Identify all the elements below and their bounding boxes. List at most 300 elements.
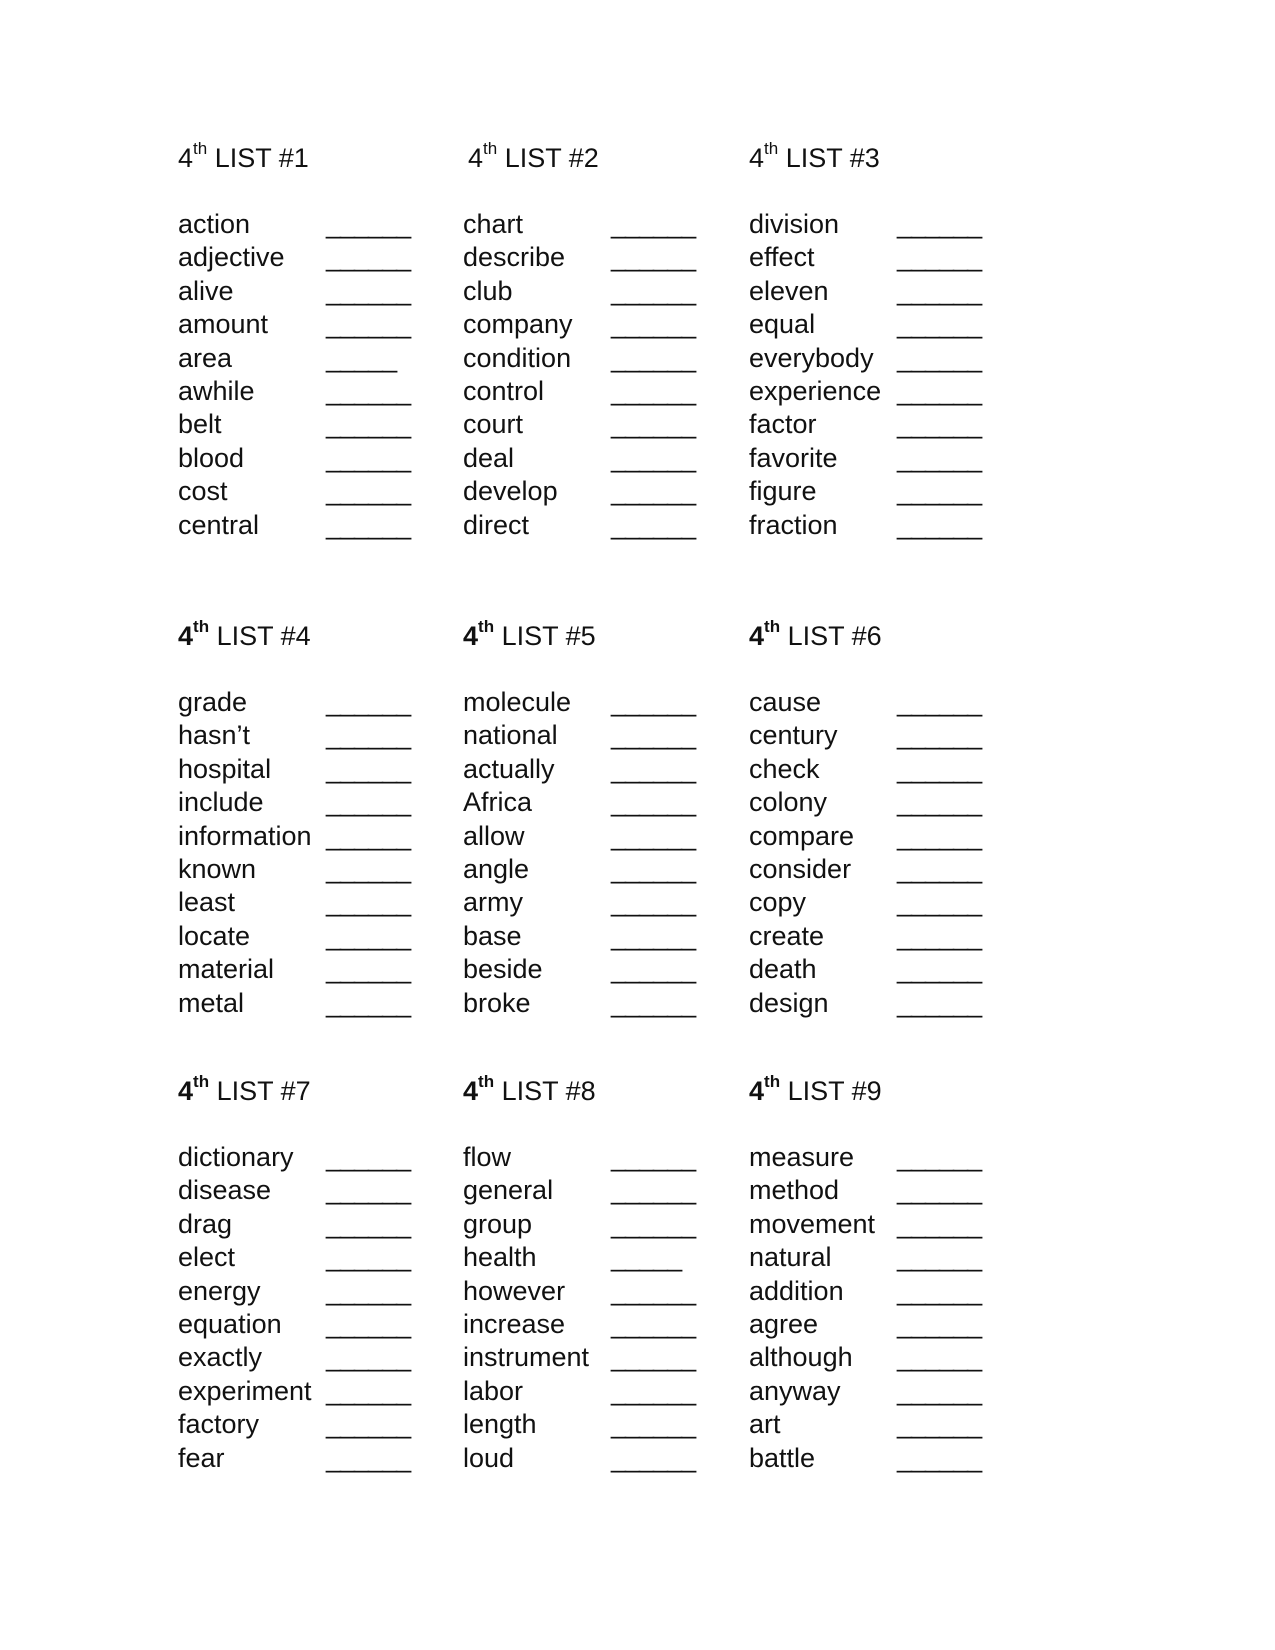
word-row [463, 208, 708, 241]
word-row [749, 719, 989, 752]
word-row [749, 408, 989, 441]
word-row [178, 241, 418, 274]
answer-blank: ______ [611, 853, 696, 884]
answer-blank: ______ [326, 1308, 411, 1339]
answer-blank: ______ [897, 1375, 982, 1406]
word-row [463, 375, 708, 408]
word-text: flow [463, 1142, 512, 1172]
word-row [749, 275, 989, 308]
word-row [749, 1241, 989, 1274]
answer-blank: ______ [326, 442, 411, 473]
word-text: Africa [463, 787, 533, 818]
answer-blank: ______ [326, 1242, 411, 1273]
word-text: create [749, 920, 825, 951]
answer-blank: ______ [611, 1342, 696, 1373]
answer-blank: ______ [326, 409, 411, 440]
word-text: company [463, 309, 573, 340]
word-text: however [463, 1275, 566, 1306]
list-title: LIST #5 [501, 621, 596, 651]
answer-blank: ______ [897, 1242, 982, 1273]
word-text: division [749, 209, 840, 239]
word-row [749, 753, 989, 786]
answer-blank: ______ [897, 753, 982, 784]
list-4 [178, 617, 418, 1020]
word-row [749, 1341, 989, 1374]
answer-blank: ______ [326, 1275, 411, 1306]
answer-blank: ______ [611, 887, 696, 918]
word-text: anyway [749, 1375, 841, 1406]
answer-blank: ______ [897, 954, 982, 985]
answer-blank: ______ [326, 1175, 411, 1206]
answer-blank: ______ [897, 987, 982, 1018]
word-text: national [463, 720, 558, 751]
list-heading [463, 1072, 703, 1107]
word-row [463, 475, 708, 508]
word-text: amount [178, 309, 269, 340]
list-grade: 4 [463, 621, 479, 651]
word-text: method [749, 1175, 840, 1206]
word-text: blood [178, 442, 245, 473]
word-list [749, 1141, 989, 1475]
list-grade: 4 [749, 621, 765, 651]
word-row [178, 953, 418, 986]
list-heading [749, 1072, 989, 1107]
word-row [463, 408, 708, 441]
list-grade: 4 [749, 1076, 765, 1106]
word-row [749, 1174, 989, 1207]
word-row [749, 342, 989, 375]
word-text: experience [749, 375, 882, 406]
word-text: battle [749, 1442, 816, 1473]
word-text: broke [463, 987, 531, 1018]
word-text: cost [178, 476, 228, 507]
answer-blank: ______ [611, 342, 696, 373]
list-title: LIST #2 [504, 143, 599, 173]
word-row [463, 1141, 703, 1174]
word-row [463, 886, 703, 919]
list-heading [749, 617, 989, 652]
word-text: fraction [749, 509, 838, 540]
word-row [178, 509, 418, 542]
word-list [178, 208, 418, 542]
word-row [463, 1241, 703, 1274]
word-row [463, 953, 703, 986]
word-row [749, 442, 989, 475]
word-row [178, 1442, 418, 1475]
answer-blank: ______ [326, 1409, 411, 1440]
list-2 [463, 139, 708, 542]
list-title: LIST #4 [216, 621, 311, 651]
word-text: belt [178, 409, 222, 440]
list-grade-suffix: th [483, 139, 498, 158]
word-text: develop [463, 476, 558, 507]
answer-blank: ______ [897, 687, 982, 717]
list-grade: 4 [178, 621, 194, 651]
list-grade: 4 [468, 143, 484, 173]
answer-blank: ______ [326, 1342, 411, 1373]
word-list [178, 686, 418, 1020]
word-text: drag [178, 1208, 233, 1239]
list-heading [178, 1072, 418, 1107]
word-row [178, 686, 418, 719]
word-text: hasn’t [178, 720, 251, 751]
list-title: LIST #1 [214, 143, 309, 173]
answer-blank: ______ [897, 275, 982, 306]
answer-blank: ______ [897, 209, 982, 239]
list-6 [749, 617, 989, 1020]
answer-blank: ______ [897, 1442, 982, 1473]
word-text: equation [178, 1308, 282, 1339]
word-row [178, 886, 418, 919]
list-heading [178, 617, 418, 652]
list-grade-suffix: th [764, 139, 779, 158]
answer-blank: ______ [897, 887, 982, 918]
answer-blank: ______ [611, 1409, 696, 1440]
word-text: direct [463, 509, 530, 540]
answer-blank: ______ [611, 1442, 696, 1473]
answer-blank: ______ [326, 476, 411, 507]
word-text: molecule [463, 687, 572, 717]
answer-blank: ______ [611, 820, 696, 851]
word-text: club [463, 275, 513, 306]
list-grade-suffix: th [478, 1072, 495, 1091]
word-text: copy [749, 887, 807, 918]
word-row [463, 1408, 703, 1441]
answer-blank: ______ [611, 1275, 696, 1306]
word-text: disease [178, 1175, 272, 1206]
answer-blank: ______ [897, 476, 982, 507]
answer-blank: ______ [326, 509, 411, 540]
list-grade: 4 [178, 143, 194, 173]
word-text: army [463, 887, 523, 918]
list-grade-suffix: th [478, 617, 495, 636]
word-row [749, 1408, 989, 1441]
word-text: agree [749, 1308, 819, 1339]
word-text: colony [749, 787, 828, 818]
list-title: LIST #6 [787, 621, 882, 651]
list-grade-suffix: th [193, 139, 208, 158]
list-grade: 4 [463, 1076, 479, 1106]
answer-blank: ______ [326, 687, 411, 717]
word-row [749, 686, 989, 719]
word-text: include [178, 787, 264, 818]
word-row [749, 509, 989, 542]
word-row [178, 1241, 418, 1274]
answer-blank: ______ [897, 920, 982, 951]
word-row [178, 1408, 418, 1441]
word-text: addition [749, 1275, 844, 1306]
word-text: general [463, 1175, 554, 1206]
answer-blank: ______ [611, 954, 696, 985]
answer-blank: ______ [611, 275, 696, 306]
answer-blank: ______ [897, 375, 982, 406]
list-7 [178, 1072, 418, 1475]
answer-blank: ______ [611, 509, 696, 540]
answer-blank: ______ [611, 209, 696, 239]
list-grade-suffix: th [193, 1072, 210, 1091]
answer-blank: ______ [897, 1308, 982, 1339]
word-row [178, 1174, 418, 1207]
answer-blank: ______ [611, 309, 696, 340]
word-text: labor [463, 1375, 524, 1406]
answer-blank: ______ [897, 787, 982, 818]
word-text: chart [463, 209, 524, 239]
word-row [178, 987, 418, 1020]
word-row [749, 853, 989, 886]
word-text: information [178, 820, 312, 851]
list-grade-suffix: th [193, 617, 210, 636]
answer-blank: ______ [326, 720, 411, 751]
word-row [463, 753, 703, 786]
answer-blank: ______ [611, 987, 696, 1018]
answer-blank: ______ [897, 409, 982, 440]
answer-blank: ______ [897, 1142, 982, 1172]
answer-blank: ______ [897, 1275, 982, 1306]
word-row [749, 308, 989, 341]
list-5 [463, 617, 703, 1020]
list-9 [749, 1072, 989, 1475]
word-row [178, 719, 418, 752]
word-row [178, 1208, 418, 1241]
answer-blank: ______ [897, 1342, 982, 1373]
word-text: fear [178, 1442, 225, 1473]
word-row [463, 442, 708, 475]
word-text: control [463, 375, 545, 406]
answer-blank: ______ [326, 920, 411, 951]
list-1 [178, 139, 418, 542]
list-grade-suffix: th [764, 617, 781, 636]
word-text: alive [178, 275, 234, 306]
answer-blank: ______ [611, 753, 696, 784]
word-row [749, 208, 989, 241]
word-text: deal [463, 442, 515, 473]
list-grade: 4 [178, 1076, 194, 1106]
answer-blank: ______ [897, 720, 982, 751]
word-row [749, 820, 989, 853]
word-text: court [463, 409, 524, 440]
word-row [178, 1308, 418, 1341]
word-row [463, 275, 708, 308]
answer-blank: ______ [897, 820, 982, 851]
word-text: loud [463, 1442, 515, 1473]
word-row [178, 375, 418, 408]
word-row [463, 1308, 703, 1341]
answer-blank: ______ [611, 687, 696, 717]
word-text: health [463, 1242, 537, 1273]
word-list [463, 208, 708, 542]
answer-blank: ______ [326, 853, 411, 884]
answer-blank: ______ [326, 309, 411, 340]
word-text: design [749, 987, 829, 1018]
word-row [178, 208, 418, 241]
word-row [178, 1141, 418, 1174]
word-text: favorite [749, 442, 838, 473]
answer-blank: ______ [326, 1142, 411, 1172]
list-heading [468, 139, 708, 174]
word-text: eleven [749, 275, 829, 306]
word-row [463, 308, 708, 341]
word-text: experiment [178, 1375, 312, 1406]
answer-blank: ______ [326, 753, 411, 784]
answer-blank: ______ [897, 309, 982, 340]
answer-blank: ______ [897, 442, 982, 473]
word-row [463, 1275, 703, 1308]
list-grade: 4 [749, 143, 765, 173]
word-text: adjective [178, 242, 285, 273]
word-row [463, 509, 708, 542]
word-text: effect [749, 242, 815, 273]
word-row [178, 853, 418, 886]
word-text: although [749, 1342, 853, 1373]
answer-blank: ______ [326, 1375, 411, 1406]
word-text: beside [463, 954, 543, 985]
word-list [178, 1141, 418, 1475]
answer-blank: ______ [326, 987, 411, 1018]
word-row [749, 1308, 989, 1341]
answer-blank: ______ [611, 1308, 696, 1339]
word-row [749, 786, 989, 819]
answer-blank: ______ [611, 1375, 696, 1406]
list-8 [463, 1072, 703, 1475]
word-list [463, 1141, 703, 1475]
word-text: dictionary [178, 1142, 294, 1172]
word-row [463, 1375, 703, 1408]
word-text: death [749, 954, 817, 985]
word-row [463, 1341, 703, 1374]
word-text: angle [463, 853, 530, 884]
word-text: check [749, 753, 820, 784]
word-text: consider [749, 853, 852, 884]
word-text: group [463, 1208, 533, 1239]
word-row [463, 719, 703, 752]
word-row [749, 1275, 989, 1308]
word-row [178, 1375, 418, 1408]
word-text: condition [463, 342, 572, 373]
word-row [749, 1375, 989, 1408]
answer-blank: ______ [611, 1208, 696, 1239]
answer-blank: ______ [326, 1442, 411, 1473]
word-text: central [178, 509, 260, 540]
answer-blank: ______ [897, 1175, 982, 1206]
word-row [749, 920, 989, 953]
list-heading [178, 139, 418, 174]
answer-blank: ______ [611, 242, 696, 273]
list-title: LIST #8 [501, 1076, 596, 1106]
answer-blank: ______ [611, 1175, 696, 1206]
word-text: measure [749, 1142, 855, 1172]
word-text: art [749, 1409, 781, 1440]
word-row [749, 953, 989, 986]
answer-blank: ______ [611, 720, 696, 751]
answer-blank: ______ [326, 787, 411, 818]
list-3 [749, 139, 989, 542]
word-row [749, 886, 989, 919]
word-text: elect [178, 1242, 236, 1273]
answer-blank: ______ [326, 887, 411, 918]
word-text: locate [178, 920, 251, 951]
list-title: LIST #7 [216, 1076, 311, 1106]
word-text: factor [749, 409, 817, 440]
answer-blank: ______ [611, 1142, 696, 1172]
word-row [749, 1141, 989, 1174]
word-text: actually [463, 753, 555, 784]
word-text: metal [178, 987, 245, 1018]
word-row [463, 920, 703, 953]
list-heading [463, 617, 703, 652]
word-text: least [178, 887, 236, 918]
word-text: compare [749, 820, 855, 851]
word-row [178, 786, 418, 819]
word-row [463, 987, 703, 1020]
word-list [749, 686, 989, 1020]
answer-blank: ______ [897, 853, 982, 884]
word-row [178, 275, 418, 308]
answer-blank: ______ [897, 242, 982, 273]
word-row [178, 342, 418, 375]
answer-blank: ______ [326, 954, 411, 985]
word-text: century [749, 720, 838, 751]
answer-blank: ______ [611, 409, 696, 440]
word-text: natural [749, 1242, 832, 1273]
list-title: LIST #9 [787, 1076, 882, 1106]
word-text: figure [749, 476, 817, 507]
word-text: hospital [178, 753, 272, 784]
word-text: area [178, 342, 233, 373]
list-grade-suffix: th [764, 1072, 781, 1091]
answer-blank: ______ [611, 787, 696, 818]
word-list [749, 208, 989, 542]
word-text: exactly [178, 1342, 263, 1373]
word-text: movement [749, 1208, 876, 1239]
answer-blank: ______ [897, 342, 982, 373]
word-row [463, 786, 703, 819]
word-text: instrument [463, 1342, 590, 1373]
word-row [749, 375, 989, 408]
list-title: LIST #3 [785, 143, 880, 173]
word-text: equal [749, 309, 816, 340]
answer-blank: ______ [611, 920, 696, 951]
word-text: awhile [178, 375, 255, 406]
answer-blank: ______ [611, 442, 696, 473]
answer-blank: ______ [897, 509, 982, 540]
word-row [463, 686, 703, 719]
word-text: action [178, 209, 251, 239]
word-text: increase [463, 1308, 566, 1339]
word-row [749, 475, 989, 508]
answer-blank: ______ [326, 820, 411, 851]
word-row [463, 241, 708, 274]
word-row [178, 1341, 418, 1374]
word-row [749, 987, 989, 1020]
word-row [178, 753, 418, 786]
list-heading [749, 139, 989, 174]
answer-blank: ______ [326, 209, 411, 239]
word-text: everybody [749, 342, 874, 373]
word-text: energy [178, 1275, 261, 1306]
word-row [463, 820, 703, 853]
word-text: base [463, 920, 522, 951]
word-text: factory [178, 1409, 260, 1440]
word-row [178, 475, 418, 508]
word-row [178, 442, 418, 475]
word-row [463, 1174, 703, 1207]
word-text: grade [178, 687, 248, 717]
answer-blank: ______ [611, 476, 696, 507]
word-row [178, 308, 418, 341]
word-row [463, 1208, 703, 1241]
word-row [178, 1275, 418, 1308]
word-row [463, 853, 703, 886]
